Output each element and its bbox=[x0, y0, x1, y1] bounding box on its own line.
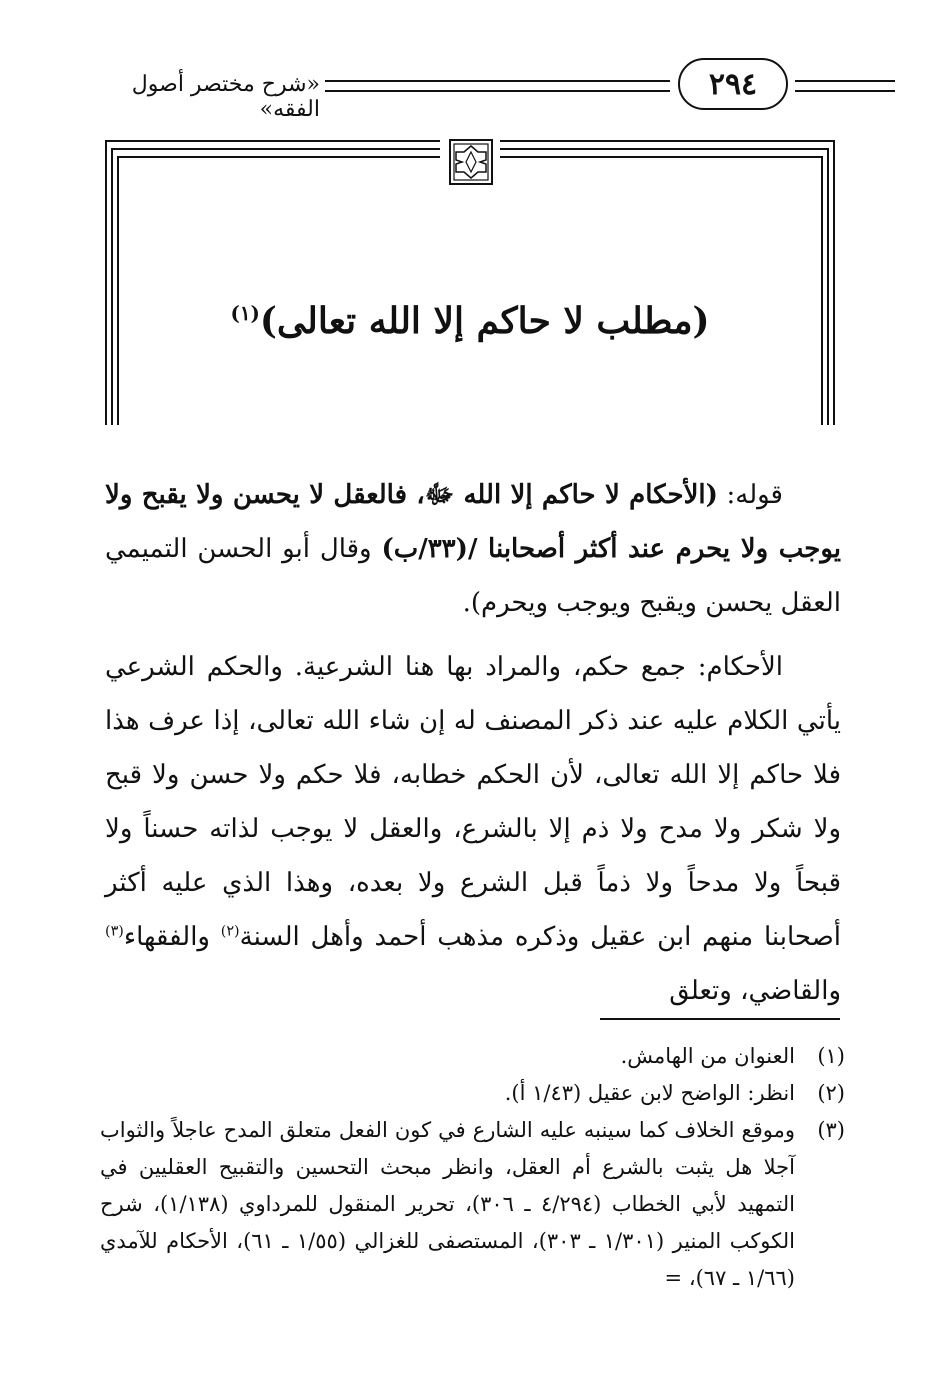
p2-text-c: والقاضي، وتعلق bbox=[669, 976, 841, 1006]
footnote-1 bbox=[100, 1038, 845, 1075]
footnotes bbox=[100, 1038, 845, 1297]
section-title-text: (مطلب لا حاكم إلا الله تعالى) bbox=[259, 300, 710, 342]
p2-text-b: والفقهاء bbox=[123, 922, 221, 952]
header-rule-right-bottom bbox=[795, 90, 895, 92]
header-rule-right-top bbox=[795, 80, 895, 82]
p1-rest: وقال أبو الحسن التميمي العقل يحسن ويقبح ويوجب ويحرم). bbox=[105, 534, 841, 618]
body-text bbox=[105, 468, 841, 1018]
running-title: «شرح مختصر أصول الفقه» bbox=[131, 72, 320, 122]
page-number: ٢٩٤ bbox=[678, 58, 788, 110]
ornament-icon bbox=[448, 132, 494, 192]
footnote-2 bbox=[100, 1075, 845, 1112]
header-rule-left-top bbox=[325, 80, 670, 82]
footnote-text: وموقع الخلاف كما سينبه عليه الشارع في كون الفعل متعلق المدح عاجلاً والثواب آجلا هل يثبت بالشرع أم العقل، وانظر مبحث التحسين والتقبيح العقليين في التمهيد لأبي الخطاب (٤/٢٩٤ ـ ٣٠٦)، تحرير المنقول للمرداوي (١/١٣٨)، شرح الكوكب المنير (١/٣٠١ ـ ٣٠٣)، المستصفى للغزالي (١/٥٥ ـ ٦١)، الأحكام للآمدي (١/٦٦ ـ ٦٧)، = bbox=[100, 1118, 795, 1290]
p1-quoted-matn: (الأحكام لا حاكم إلا الله ﷻ، فالعقل لا يحسن ولا يقبح ولا يوجب ولا يحرم عند أكثر أصحابنا /(٣٣/ب) bbox=[105, 480, 841, 564]
p2-text-a: الأحكام: جمع حكم، والمراد بها هنا الشرعية. والحكم الشرعي يأتي الكلام عليه عند ذكر المصنف له إن شاء الله تعالى، إذا عرف هذا فلا حاكم إلا الله تعالى، لأن الحكم خطابه، فلا حكم ولا حسن ولا قبح ولا شكر ولا مدح ولا ذم إلا بالشرع، والعقل لا يوجب لذاته حسناً ولا قبحاً ولا مدحاً ولا ذماً قبل الشرع ولا بعده، وهذا الذي عليه أكثر أصحابنا منهم ابن عقيل وذكره مذهب أحمد وأهل السنة bbox=[105, 652, 842, 952]
footnote-text: العنوان من الهامش. bbox=[620, 1044, 795, 1068]
footnote-number: (٣) bbox=[817, 1118, 845, 1142]
footnote-marker-3: (٣) bbox=[105, 923, 124, 940]
title-footnote-marker: (١) bbox=[230, 301, 260, 325]
footnote-number: (١) bbox=[817, 1044, 845, 1068]
paragraph-2 bbox=[105, 640, 841, 1018]
footnote-number: (٢) bbox=[817, 1081, 845, 1105]
footnote-text: انظر: الواضح لابن عقيل (١/٤٣ أ). bbox=[504, 1081, 795, 1105]
p1-intro: قوله: bbox=[717, 480, 783, 510]
footnote-marker-2: (٢) bbox=[220, 923, 240, 940]
footnote-rule bbox=[600, 1018, 840, 1020]
footnote-3 bbox=[100, 1112, 845, 1297]
paragraph-1 bbox=[105, 468, 841, 630]
section-title bbox=[140, 300, 800, 342]
header-rule-left-bottom bbox=[325, 90, 670, 92]
